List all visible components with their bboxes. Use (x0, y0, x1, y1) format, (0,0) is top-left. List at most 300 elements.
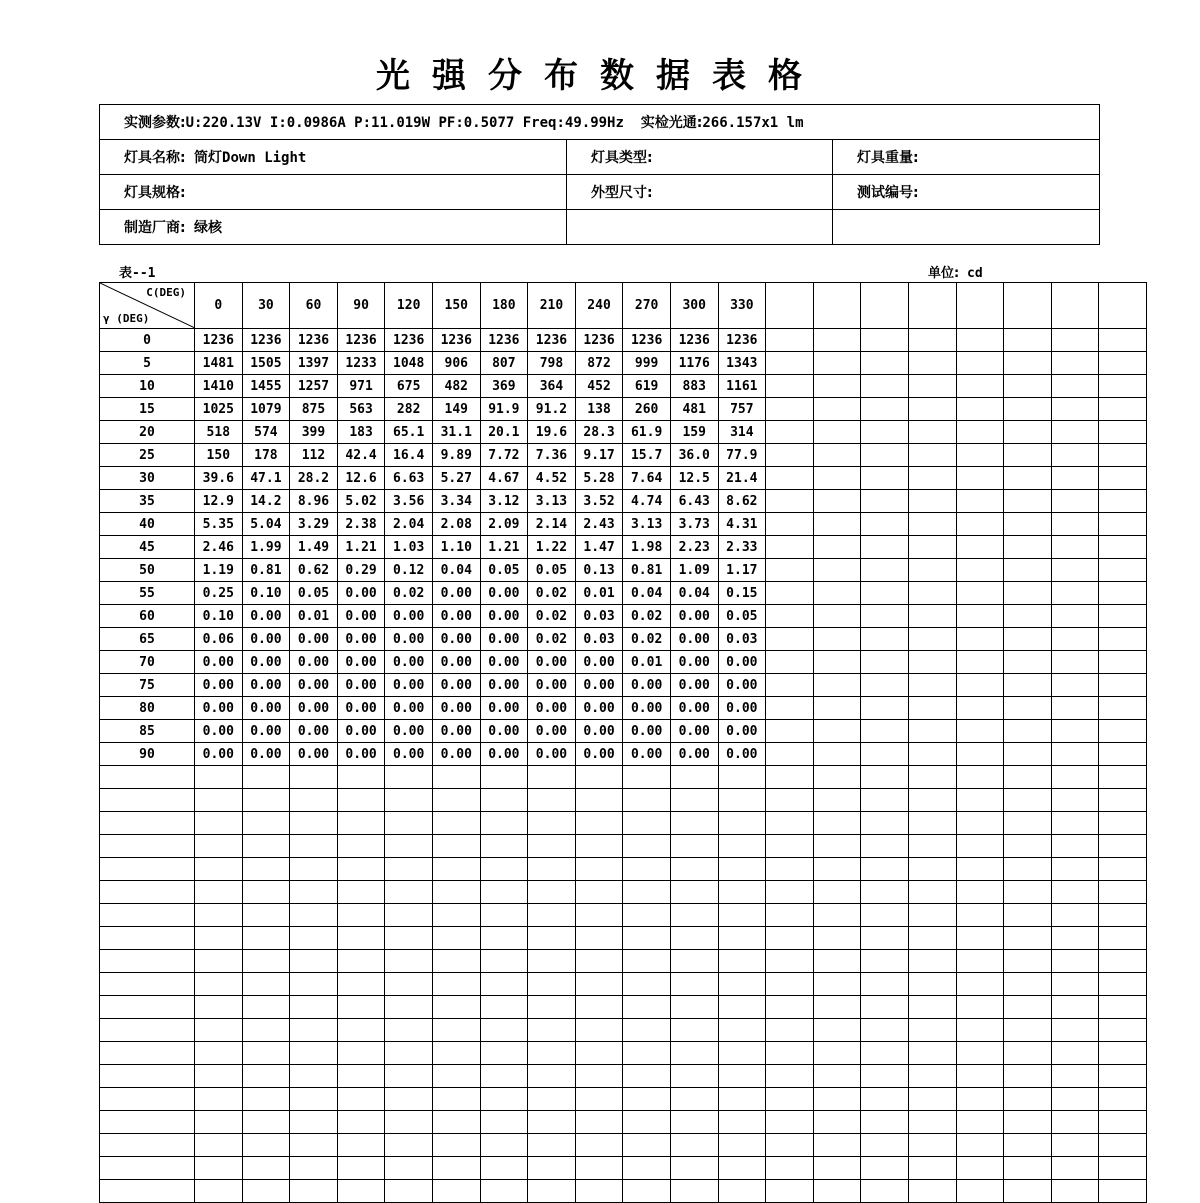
empty-cell (290, 1111, 338, 1134)
empty-cell (1051, 973, 1099, 996)
empty-cell (100, 812, 195, 835)
gamma-angle-cell: 85 (100, 720, 195, 743)
empty-cell (956, 1134, 1004, 1157)
empty-cell (908, 1111, 956, 1134)
intensity-value-cell: 0.00 (195, 743, 243, 766)
empty-cell (718, 812, 766, 835)
intensity-value-cell: 0.00 (480, 628, 528, 651)
empty-cell (1099, 536, 1147, 559)
empty-cell (1051, 605, 1099, 628)
empty-cell (1051, 582, 1099, 605)
empty-cell (432, 996, 480, 1019)
intensity-value-cell: 0.05 (718, 605, 766, 628)
intensity-value-cell: 8.96 (290, 490, 338, 513)
empty-cell (861, 950, 909, 973)
intensity-value-cell: 0.00 (718, 674, 766, 697)
intensity-value-cell: 0.00 (337, 628, 385, 651)
intensity-value-cell: 1.98 (623, 536, 671, 559)
empty-cell (956, 536, 1004, 559)
empty-cell (1004, 835, 1052, 858)
empty-cell (1051, 329, 1099, 352)
empty-cell (718, 1180, 766, 1203)
empty-cell (766, 927, 814, 950)
empty-cell (100, 1042, 195, 1065)
intensity-value-cell: 149 (432, 398, 480, 421)
empty-cell (1099, 674, 1147, 697)
empty-cell (956, 1019, 1004, 1042)
c-angle-header: 150 (432, 283, 480, 329)
intensity-value-cell: 0.02 (528, 628, 576, 651)
empty-cell (861, 651, 909, 674)
empty-cell (766, 881, 814, 904)
intensity-value-cell: 0.00 (575, 743, 623, 766)
empty-cell (813, 858, 861, 881)
empty-row (100, 1157, 1147, 1180)
empty-cell (1051, 421, 1099, 444)
empty-cell (623, 835, 671, 858)
intensity-value-cell: 0.00 (575, 697, 623, 720)
empty-cell (718, 1065, 766, 1088)
empty-cell (337, 858, 385, 881)
empty-cell (432, 1088, 480, 1111)
empty-cell (1099, 904, 1147, 927)
empty-cell (575, 1111, 623, 1134)
empty-row (100, 950, 1147, 973)
empty-cell (1051, 720, 1099, 743)
empty-cell (623, 1065, 671, 1088)
intensity-value-cell: 3.12 (480, 490, 528, 513)
empty-cell (528, 1019, 576, 1042)
empty-cell (1051, 697, 1099, 720)
intensity-value-cell: 0.00 (432, 720, 480, 743)
empty-cell (100, 766, 195, 789)
empty-cell (242, 973, 290, 996)
empty-cell (813, 1111, 861, 1134)
empty-cell (1051, 559, 1099, 582)
empty-cell (1004, 651, 1052, 674)
intensity-value-cell: 1236 (670, 329, 718, 352)
empty-cell (337, 1088, 385, 1111)
empty-cell (908, 697, 956, 720)
table-label-cn: 表 (119, 266, 133, 281)
empty-cell (908, 973, 956, 996)
empty-cell (575, 835, 623, 858)
empty-cell (1099, 1134, 1147, 1157)
empty-cell (242, 1134, 290, 1157)
luminous-flux-value: 266.157x1 lm (702, 115, 804, 131)
gamma-angle-cell: 15 (100, 398, 195, 421)
empty-cell (100, 789, 195, 812)
empty-cell (718, 1134, 766, 1157)
empty-cell (956, 651, 1004, 674)
empty-cell (766, 1065, 814, 1088)
empty-cell (813, 467, 861, 490)
intensity-value-cell: 0.81 (242, 559, 290, 582)
empty-cell (861, 858, 909, 881)
empty-cell (1051, 950, 1099, 973)
empty-cell (480, 858, 528, 881)
intensity-value-cell: 1.49 (290, 536, 338, 559)
c-deg-label: C(DEG) (146, 286, 186, 299)
empty-cell (956, 674, 1004, 697)
empty-cell (1004, 1157, 1052, 1180)
empty-cell (337, 1065, 385, 1088)
empty-cell (1099, 628, 1147, 651)
empty-cell (861, 1134, 909, 1157)
empty-cell (813, 1180, 861, 1203)
empty-header-cell (1099, 283, 1147, 329)
empty-cell (195, 858, 243, 881)
empty-row (100, 996, 1147, 1019)
empty-cell (1051, 858, 1099, 881)
empty-cell (290, 1134, 338, 1157)
empty-cell (670, 1042, 718, 1065)
c-angle-header: 0 (195, 283, 243, 329)
intensity-value-cell: 0.05 (480, 559, 528, 582)
empty-cell (1051, 766, 1099, 789)
empty-cell (670, 1065, 718, 1088)
empty-cell (956, 628, 1004, 651)
intensity-value-cell: 0.00 (290, 697, 338, 720)
intensity-value-cell: 0.00 (290, 674, 338, 697)
intensity-value-cell: 0.13 (575, 559, 623, 582)
empty-cell (385, 766, 433, 789)
empty-cell (813, 1157, 861, 1180)
empty-cell (528, 835, 576, 858)
empty-cell (861, 881, 909, 904)
intensity-value-cell: 8.62 (718, 490, 766, 513)
empty-cell (432, 1157, 480, 1180)
gamma-angle-cell: 70 (100, 651, 195, 674)
empty-cell (861, 398, 909, 421)
empty-cell (1004, 490, 1052, 513)
empty-cell (290, 881, 338, 904)
empty-cell (575, 766, 623, 789)
intensity-value-cell: 36.0 (670, 444, 718, 467)
empty-cell (100, 858, 195, 881)
empty-cell (1099, 927, 1147, 950)
intensity-value-cell: 518 (195, 421, 243, 444)
empty-cell (337, 927, 385, 950)
intensity-value-cell: 364 (528, 375, 576, 398)
empty-cell (861, 1042, 909, 1065)
unit-label: 单位: (928, 266, 960, 281)
intensity-value-cell: 91.2 (528, 398, 576, 421)
intensity-value-cell: 28.3 (575, 421, 623, 444)
empty-cell (956, 881, 1004, 904)
empty-cell (813, 352, 861, 375)
intensity-value-cell: 0.00 (242, 628, 290, 651)
intensity-value-cell: 12.6 (337, 467, 385, 490)
empty-cell (813, 973, 861, 996)
empty-cell (670, 766, 718, 789)
empty-cell (1004, 1111, 1052, 1134)
empty-cell (100, 1065, 195, 1088)
empty-cell (623, 1111, 671, 1134)
empty-cell (956, 1157, 1004, 1180)
empty-cell (195, 881, 243, 904)
empty-cell (528, 904, 576, 927)
empty-cell (290, 904, 338, 927)
empty-cell (195, 1065, 243, 1088)
empty-cell (766, 766, 814, 789)
empty-cell (432, 835, 480, 858)
empty-cell (718, 789, 766, 812)
empty-cell (1004, 605, 1052, 628)
empty-cell (290, 1088, 338, 1111)
intensity-value-cell: 0.00 (432, 651, 480, 674)
empty-cell (385, 927, 433, 950)
empty-cell (1004, 536, 1052, 559)
intensity-value-cell: 1.99 (242, 536, 290, 559)
empty-cell (956, 835, 1004, 858)
empty-cell (623, 789, 671, 812)
intensity-value-cell: 0.00 (528, 743, 576, 766)
intensity-value-cell: 0.00 (575, 674, 623, 697)
empty-cell (242, 1019, 290, 1042)
c-angle-header: 120 (385, 283, 433, 329)
empty-cell (956, 858, 1004, 881)
empty-cell (766, 329, 814, 352)
table-row (100, 513, 1147, 536)
intensity-value-cell: 1236 (528, 329, 576, 352)
empty-cell (813, 559, 861, 582)
empty-row (100, 973, 1147, 996)
table-row (100, 651, 1147, 674)
gamma-angle-cell: 60 (100, 605, 195, 628)
empty-cell (290, 1019, 338, 1042)
empty-cell (766, 421, 814, 444)
empty-cell (1051, 835, 1099, 858)
empty-row (100, 812, 1147, 835)
empty-cell (1004, 375, 1052, 398)
intensity-value-cell: 0.00 (480, 582, 528, 605)
empty-cell (1099, 490, 1147, 513)
c-angle-header: 270 (623, 283, 671, 329)
empty-cell (242, 789, 290, 812)
intensity-value-cell: 9.17 (575, 444, 623, 467)
empty-row (100, 835, 1147, 858)
empty-cell (813, 950, 861, 973)
intensity-value-cell: 0.00 (242, 743, 290, 766)
header-row (100, 283, 1147, 329)
empty-cell (956, 766, 1004, 789)
intensity-value-cell: 0.01 (623, 651, 671, 674)
intensity-value-cell: 2.38 (337, 513, 385, 536)
empty-row (100, 1042, 1147, 1065)
empty-cell (432, 973, 480, 996)
empty-cell (337, 1180, 385, 1203)
empty-cell (956, 927, 1004, 950)
empty-cell (908, 605, 956, 628)
empty-cell (718, 996, 766, 1019)
empty-cell (100, 996, 195, 1019)
empty-cell (670, 1111, 718, 1134)
intensity-value-cell: 7.64 (623, 467, 671, 490)
empty-cell (956, 1042, 1004, 1065)
intensity-value-cell: 5.27 (432, 467, 480, 490)
table-caption (119, 262, 156, 281)
empty-cell (861, 674, 909, 697)
intensity-value-cell: 0.01 (290, 605, 338, 628)
empty-cell (100, 1157, 195, 1180)
intensity-value-cell: 0.10 (242, 582, 290, 605)
empty-cell (1004, 628, 1052, 651)
empty-cell (1051, 904, 1099, 927)
c-angle-header: 180 (480, 283, 528, 329)
empty-cell (908, 536, 956, 559)
intensity-value-cell: 1236 (623, 329, 671, 352)
empty-cell (1051, 1111, 1099, 1134)
empty-cell (670, 1134, 718, 1157)
empty-cell (575, 881, 623, 904)
empty-cell (956, 490, 1004, 513)
intensity-value-cell: 7.36 (528, 444, 576, 467)
test-number-cell (833, 175, 1100, 210)
empty-cell (1004, 1042, 1052, 1065)
fixture-weight-label: 灯具重量: (857, 150, 919, 166)
empty-cell (528, 812, 576, 835)
empty-cell (385, 1088, 433, 1111)
empty-cell (908, 881, 956, 904)
empty-cell (242, 766, 290, 789)
intensity-value-cell: 4.31 (718, 513, 766, 536)
empty-cell (908, 720, 956, 743)
intensity-value-cell: 0.00 (575, 651, 623, 674)
empty-cell (1051, 467, 1099, 490)
empty-cell (1004, 329, 1052, 352)
empty-cell (290, 1180, 338, 1203)
intensity-value-cell: 369 (480, 375, 528, 398)
intensity-value-cell: 0.05 (290, 582, 338, 605)
empty-cell (385, 881, 433, 904)
empty-cell (766, 904, 814, 927)
empty-cell (956, 605, 1004, 628)
empty-cell (908, 490, 956, 513)
empty-cell (575, 1019, 623, 1042)
empty-cell (1099, 1019, 1147, 1042)
empty-cell (861, 812, 909, 835)
empty-row (100, 1088, 1147, 1111)
empty-cell (1004, 513, 1052, 536)
empty-cell (385, 1065, 433, 1088)
empty-cell (195, 1111, 243, 1134)
empty-cell (195, 996, 243, 1019)
empty-cell (1099, 835, 1147, 858)
empty-cell (861, 996, 909, 1019)
empty-cell (861, 421, 909, 444)
empty-cell (813, 605, 861, 628)
intensity-value-cell: 1176 (670, 352, 718, 375)
empty-cell (670, 904, 718, 927)
empty-header-cell (956, 283, 1004, 329)
empty-cell (718, 1157, 766, 1180)
empty-cell (1099, 1157, 1147, 1180)
empty-cell (861, 1088, 909, 1111)
intensity-value-cell: 0.62 (290, 559, 338, 582)
empty-cell (956, 812, 1004, 835)
intensity-value-cell: 12.9 (195, 490, 243, 513)
intensity-value-cell: 0.00 (195, 720, 243, 743)
gamma-angle-cell: 80 (100, 697, 195, 720)
empty-cell (528, 950, 576, 973)
empty-cell (861, 490, 909, 513)
empty-cell (480, 1065, 528, 1088)
unit-caption (928, 262, 983, 281)
intensity-value-cell: 0.00 (337, 720, 385, 743)
empty-cell (861, 513, 909, 536)
intensity-value-cell: 0.00 (432, 605, 480, 628)
intensity-value-cell: 2.04 (385, 513, 433, 536)
empty-cell (100, 904, 195, 927)
empty-cell (813, 1134, 861, 1157)
empty-cell (1051, 444, 1099, 467)
intensity-value-cell: 65.1 (385, 421, 433, 444)
empty-cell (1099, 1111, 1147, 1134)
intensity-value-cell: 906 (432, 352, 480, 375)
intensity-value-cell: 1236 (432, 329, 480, 352)
empty-cell (956, 582, 1004, 605)
intensity-value-cell: 399 (290, 421, 338, 444)
empty-cell (956, 789, 1004, 812)
intensity-value-cell: 0.00 (385, 697, 433, 720)
intensity-value-cell: 0.00 (242, 720, 290, 743)
empty-cell (908, 1088, 956, 1111)
empty-row (100, 789, 1147, 812)
empty-cell (290, 858, 338, 881)
manufacturer-value: 绿核 (194, 220, 223, 236)
empty-cell (718, 1042, 766, 1065)
empty-cell (480, 950, 528, 973)
empty-cell (956, 996, 1004, 1019)
intensity-value-cell: 1236 (385, 329, 433, 352)
empty-cell (623, 1019, 671, 1042)
empty-row (100, 766, 1147, 789)
intensity-value-cell: 675 (385, 375, 433, 398)
intensity-value-cell: 138 (575, 398, 623, 421)
empty-cell (1099, 950, 1147, 973)
empty-cell (480, 766, 528, 789)
table-row (100, 582, 1147, 605)
intensity-value-cell: 0.00 (718, 651, 766, 674)
intensity-value-cell: 798 (528, 352, 576, 375)
intensity-value-cell: 61.9 (623, 421, 671, 444)
empty-cell (528, 1180, 576, 1203)
empty-cell (813, 881, 861, 904)
empty-cell (908, 904, 956, 927)
empty-cell (956, 467, 1004, 490)
fixture-name-value-en: Down Light (222, 150, 307, 166)
intensity-value-cell: 0.00 (242, 697, 290, 720)
empty-cell (528, 973, 576, 996)
empty-cell (766, 490, 814, 513)
empty-cell (337, 812, 385, 835)
empty-cell (567, 210, 833, 245)
empty-cell (766, 536, 814, 559)
empty-cell (290, 1065, 338, 1088)
empty-cell (528, 1157, 576, 1180)
empty-cell (813, 789, 861, 812)
empty-cell (670, 881, 718, 904)
intensity-value-cell: 0.04 (670, 582, 718, 605)
intensity-value-cell: 0.00 (290, 720, 338, 743)
empty-cell (480, 927, 528, 950)
table-row (100, 329, 1147, 352)
intensity-value-cell: 0.00 (337, 743, 385, 766)
table-row (100, 536, 1147, 559)
gamma-angle-cell: 55 (100, 582, 195, 605)
empty-cell (908, 1180, 956, 1203)
